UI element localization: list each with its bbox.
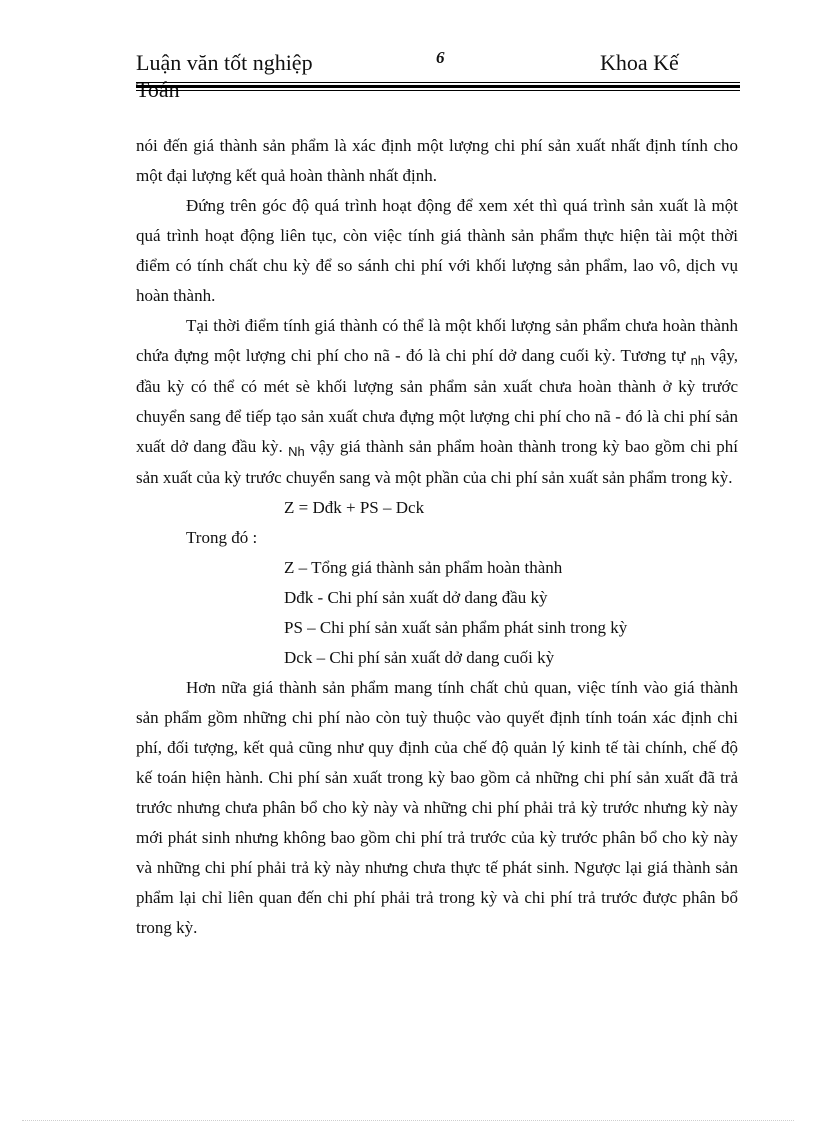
nh-fragment-2: Nh [288,444,305,459]
page-header [0,0,816,110]
definition-ps: PS – Chi phí sản xuất sản phẩm phát sinh trong kỳ [284,618,628,637]
cost-formula: Z = Dđk + PS – Dck [284,498,425,517]
paragraph-3-part-a: Tại thời điểm tính giá thành có thể là một khối lượng sản phẩm chưa hoàn thành chứa đựng một lượng chi phí cho nã - đó là chi phí dở dang cuối kỳ. Tương tự [136,316,738,365]
definition-dck: Dck – Chi phí sản xuất dở dang cuối kỳ [284,648,555,667]
paragraph-4: Hơn nữa giá thành sản phẩm mang tính chất chủ quan, việc tính vào giá thành sản phẩm gồm những chi phí nào còn tuỳ thuộc vào quyết định tính toán xác định chi phí, đối tượng, kết quả cũng như quy định của chế độ quản lý kinh tế tài chính, chế độ kế toán hiện hành. Chi phí sản xuất trong kỳ bao gồm cả những chi phí sản xuất đã trả trước nhưng chưa phân bổ cho kỳ này và những chi phí phải trả kỳ trước nhưng kỳ này mới phát sinh nhưng không bao gồm chi phí trả trước của kỳ trước phân bổ cho kỳ này và những chi phí phải trả kỳ này nhưng chưa thực tế phát sinh. Ngược lại giá thành sản phẩm lại chỉ liên quan đến chi phí phải trả trong kỳ và chi phí trả trước được phân bổ trong kỳ. [136,678,738,937]
where-label: Trong đó : [186,528,258,547]
header-rule-thin-bottom [136,90,740,91]
page-number: 6 [436,48,445,67]
footer-dotted-line [22,1120,794,1121]
definition-ddk: Dđk - Chi phí sản xuất dở dang đầu kỳ [284,588,548,607]
paragraph-3-part-c: vậy giá thành sản phẩm hoàn thành trong kỳ bao gồm chi phí sản xuất của kỳ trước chuyển sang và một phần của chi phí sản xuất sản phẩm trong kỳ. [136,437,738,487]
document-body [136,131,738,943]
header-thesis-title: Luận văn tốt nghiệp [136,50,313,75]
header-rule-thin-top [136,82,740,83]
nh-fragment-1: nh [690,353,706,368]
paragraph-3-part-b: vậy, đầu kỳ có thể có mét sè khối lượng sản phẩm sản xuất chưa hoàn thành ở kỳ trước chuyển sang để tiếp tạo sản xuất chưa đựng một lượng chi phí cho nã - đó là chi phí sản xuất dở dang đầu kỳ. [136,346,739,456]
header-rule-thick [136,85,740,88]
paragraph-3 [136,311,738,493]
header-department: Khoa Kế [600,50,679,75]
definition-z: Z – Tổng giá thành sản phẩm hoàn thành [284,558,563,577]
header-department-wrap: Toán [136,77,180,102]
paragraph-2: Đứng trên góc độ quá trình hoạt động để xem xét thì quá trình sản xuất là một quá trình hoạt động liên tục, còn việc tính giá thành sản phẩm thực hiện tài một thời điểm có tính chất chu kỳ để so sánh chi phí với khối lượng sản phẩm, lao vô, dịch vụ hoàn thành. [136,196,738,305]
paragraph-1: nói đến giá thành sản phẩm là xác định một lượng chi phí sản xuất nhất định tính cho một đại lượng kết quả hoàn thành nhất định. [136,136,738,185]
